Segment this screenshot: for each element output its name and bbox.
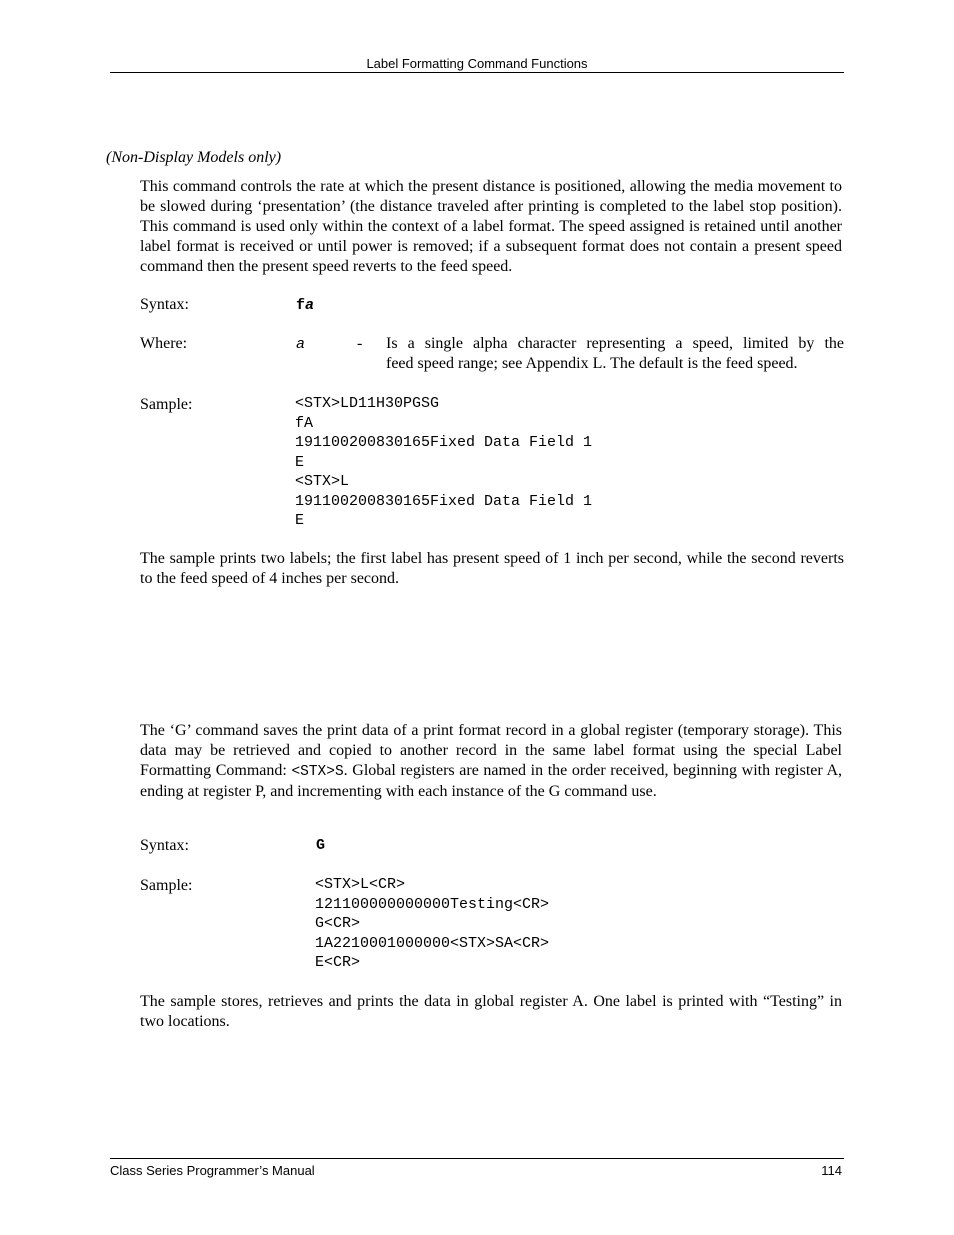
syntax-command: f	[296, 297, 306, 314]
section2-sample-label: Sample:	[140, 877, 193, 894]
footer-rule	[110, 1158, 844, 1159]
section1-where-label: Where:	[140, 335, 188, 352]
section1-subtitle: (Non-Display Models only)	[106, 149, 282, 166]
footer-page-number: 114	[821, 1163, 842, 1178]
section1-syntax-value	[296, 296, 314, 316]
code-line: <STX>L<CR>	[315, 876, 406, 893]
code-line: E	[295, 512, 305, 529]
section2-syntax-label: Syntax:	[140, 837, 189, 854]
code-line: G<CR>	[315, 915, 361, 932]
section2-paragraph-post: . Global registers are named in the order received, beginning with register A, ending at register P, and incrementing with each instance of the G command use.	[140, 762, 842, 800]
where-description-line2: feed speed range; see Appendix L. The default is the feed speed.	[386, 355, 798, 372]
code-line: <STX>L	[295, 473, 350, 490]
section2-note: The sample stores, retrieves and prints the data in global register A. One label is printed with “Testing” in two locations.	[140, 993, 842, 1030]
section1-sample-label: Sample:	[140, 396, 193, 413]
section1-sample-code	[295, 394, 592, 531]
code-line: 1A2210001000000<STX>SA<CR>	[315, 934, 550, 952]
section2-sample-code	[315, 875, 549, 973]
where-dash: -	[357, 335, 363, 352]
code-line: E<CR>	[315, 954, 361, 971]
code-line: <STX>LD11H30PGSG	[295, 395, 440, 412]
header-rule	[110, 72, 844, 73]
code-line: E	[295, 453, 305, 471]
section2-syntax-value: G	[316, 837, 326, 854]
section1-syntax-label: Syntax:	[140, 296, 189, 313]
where-description-line1: Is a single alpha character representing a speed, limited by the	[386, 335, 844, 352]
syntax-parameter: a	[305, 297, 315, 314]
section1-paragraph: This command controls the rate at which the present distance is positioned, allowing the media movement to be slowed during ‘presentation’ (the distance traveled after printing is completed to the label stop position). This command is used only within the context of a label format. The speed assigned is retained until another label format is received or until power is removed; if a subsequent format does not contain a present speed command then the present speed reverts to the feed speed.	[140, 178, 842, 275]
running-header: Label Formatting Command Functions	[366, 56, 588, 71]
code-line: fA	[295, 414, 314, 432]
section1-note: The sample prints two labels; the first label has present speed of 1 inch per second, while the second reverts to the feed speed of 4 inches per second.	[140, 550, 844, 587]
footer-manual-title: Class Series Programmer’s Manual	[110, 1163, 315, 1178]
code-line: 191100200830165Fixed Data Field 1	[295, 492, 593, 510]
section2-paragraph	[140, 721, 842, 802]
where-parameter: a	[296, 336, 306, 353]
inline-code: <STX>S	[291, 764, 344, 780]
section2-paragraph-pre: The ‘G’ command saves the print data of a print format record in a global register (temporary storage). This data may be retrieved and copied to another record in the same label format using the special Label Formatting Command:	[140, 722, 842, 779]
code-line: 121100000000000Testing<CR>	[315, 895, 550, 913]
code-line: 191100200830165Fixed Data Field 1	[295, 434, 593, 451]
